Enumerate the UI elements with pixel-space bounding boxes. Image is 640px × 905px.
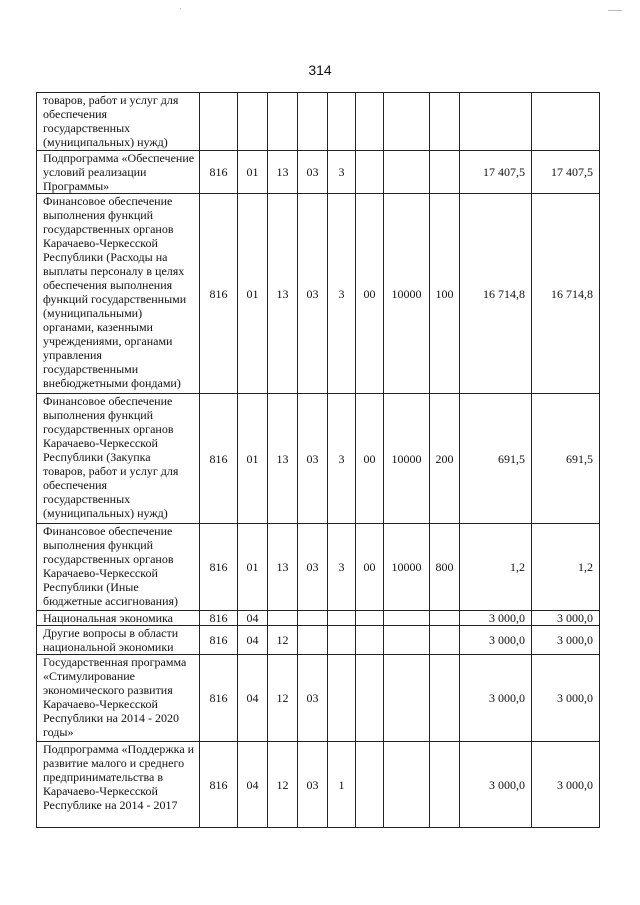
section-code: 04 [238,626,268,655]
expense-type-code: 100 [430,194,460,394]
amount-2016: 3 000,0 [460,655,532,742]
program-code: 03 [298,524,328,611]
table-row [37,394,600,524]
section-code: 01 [238,151,268,194]
amount-2017: 3 000,0 [532,626,600,655]
subsection-code: 12 [268,742,298,828]
section-code [238,93,268,151]
section-code: 04 [238,742,268,828]
table-row [37,655,600,742]
event-code [356,655,384,742]
event-code [356,151,384,194]
row-name: Другие вопросы в области национальной экономики [37,626,200,655]
subprogram-code: 3 [328,394,356,524]
subsection-code: 13 [268,194,298,394]
row-name: Финансовое обеспечение выполнения функций государственных органов Карачаево-Черкесской Республики (Расходы на выплаты персоналу в целях обеспечения выполнения функций государственными (муниципальными) органами, казенными учреждениями, органами управления государственными внебюджетными фондами) [37,194,200,394]
amount-2016: 3 000,0 [460,611,532,626]
row-name: Финансовое обеспечение выполнения функций государственных органов Карачаево-Черкесской Республики (Закупка товаров, работ и услуг для обеспечения государственных (муниципальных) нужд) [37,394,200,524]
expense-type-code [430,93,460,151]
subprogram-code [328,626,356,655]
table-row [37,194,600,394]
subsection-code: 12 [268,626,298,655]
table-row [37,93,600,151]
expense-type-code [430,151,460,194]
section-code: 01 [238,394,268,524]
row-name: товаров, работ и услуг для обеспечения государственных (муниципальных) нужд) [37,93,200,151]
subprogram-code [328,655,356,742]
event-code [356,742,384,828]
ved-code: 816 [200,655,238,742]
subsection-code: 13 [268,524,298,611]
direction-code: 10000 [384,194,430,394]
direction-code: 10000 [384,394,430,524]
expense-type-code [430,626,460,655]
subprogram-code: 1 [328,742,356,828]
amount-2016 [460,93,532,151]
ved-code: 816 [200,626,238,655]
event-code [356,611,384,626]
event-code: 00 [356,194,384,394]
subprogram-code: 3 [328,524,356,611]
page-number: 314 [308,62,332,78]
direction-code [384,151,430,194]
expense-type-code: 200 [430,394,460,524]
amount-2017: 17 407,5 [532,151,600,194]
program-code [298,611,328,626]
table-row [37,151,600,194]
amount-2017: 3 000,0 [532,655,600,742]
event-code: 00 [356,524,384,611]
table-row [37,626,600,655]
direction-code [384,611,430,626]
amount-2017 [532,93,600,151]
amount-2017: 1,2 [532,524,600,611]
program-code: 03 [298,394,328,524]
subsection-code [268,611,298,626]
direction-code [384,742,430,828]
amount-2016: 3 000,0 [460,742,532,828]
amount-2016: 17 407,5 [460,151,532,194]
subsection-code: 12 [268,655,298,742]
amount-2017: 691,5 [532,394,600,524]
subsection-code [268,93,298,151]
subprogram-code: 3 [328,194,356,394]
subprogram-code [328,611,356,626]
table-row [37,611,600,626]
program-code: 03 [298,655,328,742]
amount-2017: 3 000,0 [532,611,600,626]
program-code: 03 [298,151,328,194]
table-row [37,524,600,611]
direction-code [384,93,430,151]
subsection-code: 13 [268,151,298,194]
ved-code: 816 [200,394,238,524]
ved-code: 816 [200,524,238,611]
event-code [356,93,384,151]
expense-type-code: 800 [430,524,460,611]
section-code: 04 [238,655,268,742]
row-name: Национальная экономика [37,611,200,626]
ved-code: 816 [200,151,238,194]
ved-code: 816 [200,742,238,828]
expense-type-code [430,611,460,626]
section-code: 04 [238,611,268,626]
row-name: Подпрограмма «Обеспечение условий реализации Программы» [37,151,200,194]
event-code [356,626,384,655]
event-code: 00 [356,394,384,524]
program-code [298,93,328,151]
subprogram-code: 3 [328,151,356,194]
expense-type-code [430,655,460,742]
subsection-code: 13 [268,394,298,524]
direction-code [384,626,430,655]
expense-type-code [430,742,460,828]
ved-code: 816 [200,194,238,394]
table-row [37,742,600,828]
direction-code [384,655,430,742]
ved-code [200,93,238,151]
amount-2016: 1,2 [460,524,532,611]
amount-2017: 3 000,0 [532,742,600,828]
amount-2016: 3 000,0 [460,626,532,655]
row-name: Финансовое обеспечение выполнения функций государственных органов Карачаево-Черкесской Республики (Иные бюджетные ассигнования) [37,524,200,611]
section-code: 01 [238,524,268,611]
amount-2016: 16 714,8 [460,194,532,394]
section-code: 01 [238,194,268,394]
budget-table [36,92,600,828]
row-name: Подпрограмма «Поддержка и развитие малого и среднего предпринимательства в Карачаево-Черкесской Республике на 2014 - 2017 [37,742,200,828]
program-code [298,626,328,655]
row-name: Государственная программа «Стимулирование экономического развития Карачаево-Черкесской Республики на 2014 - 2020 годы» [37,655,200,742]
program-code: 03 [298,742,328,828]
direction-code: 10000 [384,524,430,611]
amount-2016: 691,5 [460,394,532,524]
program-code: 03 [298,194,328,394]
amount-2017: 16 714,8 [532,194,600,394]
subprogram-code [328,93,356,151]
ved-code: 816 [200,611,238,626]
